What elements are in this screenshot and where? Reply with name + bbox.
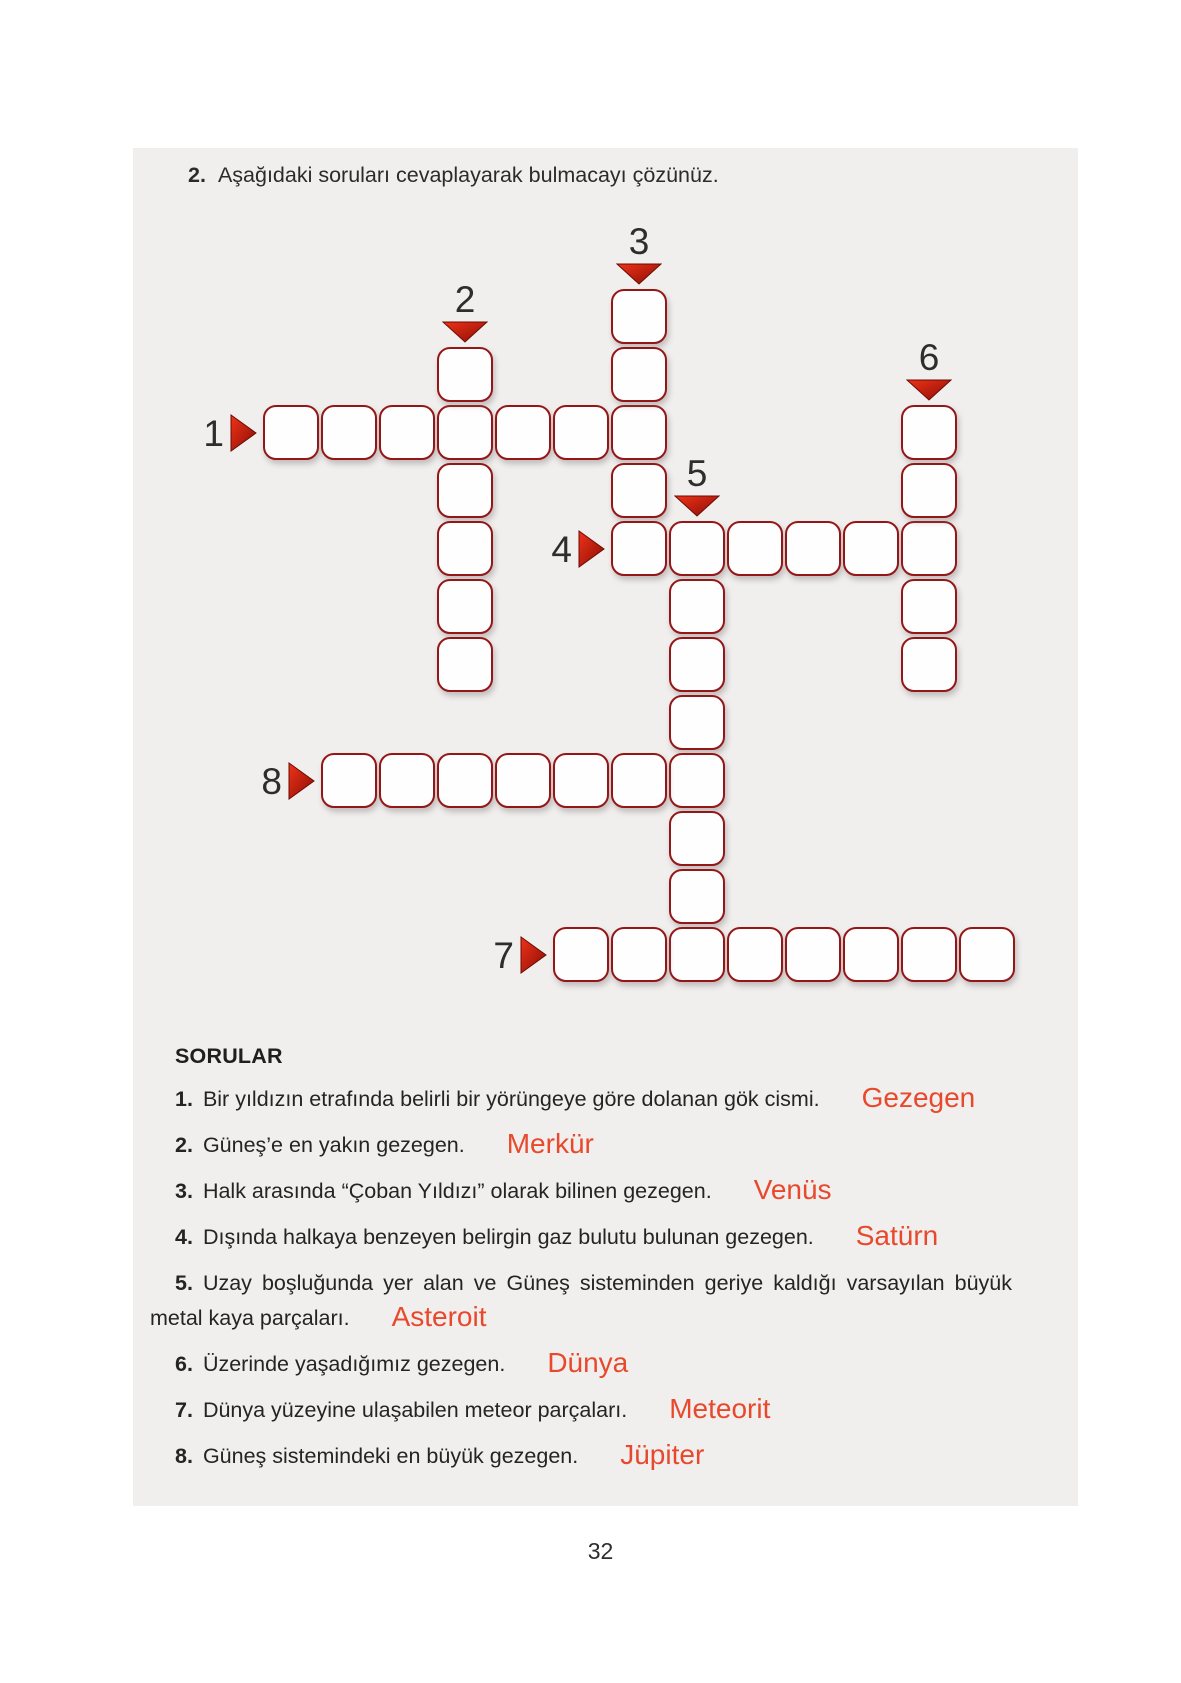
question-number: 7. — [175, 1398, 193, 1422]
crossword-cell[interactable] — [437, 347, 493, 402]
clue-number: 3 — [628, 221, 650, 262]
question-number: 4. — [175, 1225, 193, 1249]
crossword-cell[interactable] — [901, 579, 957, 634]
question-item — [150, 1082, 1012, 1117]
crossword-cell[interactable] — [669, 869, 725, 924]
right-arrow-icon — [520, 935, 547, 975]
crossword-cell[interactable] — [669, 695, 725, 750]
crossword-cell[interactable] — [611, 463, 667, 518]
crossword-cell[interactable] — [437, 753, 493, 808]
answer-text: Satürn — [855, 1220, 939, 1251]
answer-text: Dünya — [547, 1347, 629, 1378]
question-item — [150, 1128, 1012, 1163]
crossword-cell[interactable] — [669, 637, 725, 692]
crossword-cell[interactable] — [669, 753, 725, 808]
question-text: Bir yıldızın etrafında belirli bir yörüngeye göre dolanan gök cismi. — [202, 1087, 820, 1111]
crossword-cell[interactable] — [901, 927, 957, 982]
crossword-cell[interactable] — [611, 405, 667, 460]
question-item — [150, 1393, 1012, 1428]
crossword-cell[interactable] — [843, 927, 899, 982]
question-number: 3. — [175, 1179, 193, 1203]
crossword-cell[interactable] — [785, 521, 841, 576]
clue-number: 2 — [454, 279, 476, 320]
crossword-cell[interactable] — [437, 521, 493, 576]
crossword-cell[interactable] — [553, 753, 609, 808]
questions-list — [150, 1082, 1012, 1474]
down-arrow-icon — [906, 379, 952, 401]
clue-7-label — [433, 933, 547, 977]
clue-2-label — [415, 279, 515, 343]
question-item — [150, 1439, 1012, 1474]
right-arrow-icon — [578, 529, 605, 569]
clue-8-label — [201, 759, 315, 803]
clue-number: 5 — [686, 453, 708, 494]
crossword-cell[interactable] — [495, 753, 551, 808]
crossword-cell[interactable] — [785, 927, 841, 982]
down-arrow-icon — [616, 263, 662, 285]
right-arrow-icon — [288, 761, 315, 801]
answer-text: Jüpiter — [620, 1439, 705, 1470]
question-item — [150, 1347, 1012, 1382]
questions-section — [150, 1040, 1012, 1485]
crossword-cell[interactable] — [379, 753, 435, 808]
crossword-cell[interactable] — [669, 927, 725, 982]
crossword-cell[interactable] — [263, 405, 319, 460]
crossword-cell[interactable] — [611, 927, 667, 982]
clue-number: 6 — [918, 337, 940, 378]
answer-text: Merkür — [506, 1128, 594, 1159]
crossword-cell[interactable] — [495, 405, 551, 460]
answer-text: Venüs — [753, 1174, 832, 1205]
crossword-cell[interactable] — [321, 753, 377, 808]
crossword-cell[interactable] — [321, 405, 377, 460]
crossword-cell[interactable] — [959, 927, 1015, 982]
answer-text: Meteorit — [669, 1393, 771, 1424]
instruction-number: 2. — [188, 163, 206, 187]
clue-number: 4 — [551, 528, 572, 570]
answer-text: Asteroit — [391, 1301, 487, 1332]
crossword-cell[interactable] — [437, 405, 493, 460]
crossword-cell[interactable] — [669, 811, 725, 866]
crossword-cell[interactable] — [437, 579, 493, 634]
answer-text: Gezegen — [861, 1082, 976, 1113]
crossword-cell[interactable] — [901, 637, 957, 692]
crossword-cell[interactable] — [669, 521, 725, 576]
crossword-cell[interactable] — [669, 579, 725, 634]
clue-3-label — [589, 221, 689, 285]
question-number: 2. — [175, 1133, 193, 1157]
crossword-cell[interactable] — [611, 521, 667, 576]
question-item — [150, 1174, 1012, 1209]
clue-1-label — [143, 411, 257, 455]
instruction-text: Aşağıdaki soruları cevaplayarak bulmacayı çözünüz. — [217, 163, 719, 187]
crossword-cell[interactable] — [727, 927, 783, 982]
crossword-cell[interactable] — [843, 521, 899, 576]
crossword-cell[interactable] — [727, 521, 783, 576]
crossword-cell[interactable] — [611, 347, 667, 402]
questions-heading: SORULAR — [175, 1044, 283, 1068]
clue-6-label — [879, 337, 979, 401]
crossword-cell[interactable] — [379, 405, 435, 460]
question-text: Güneş sistemindeki en büyük gezegen. — [202, 1444, 579, 1468]
question-number: 5. — [175, 1271, 193, 1295]
question-number: 6. — [175, 1352, 193, 1376]
crossword-cell[interactable] — [901, 463, 957, 518]
crossword-cell[interactable] — [611, 753, 667, 808]
crossword-cell[interactable] — [901, 405, 957, 460]
clue-4-label — [491, 527, 605, 571]
question-text: Dışında halkaya benzeyen belirgin gaz bulutu bulunan gezegen. — [202, 1225, 814, 1249]
question-text: Dünya yüzeyine ulaşabilen meteor parçaları. — [202, 1398, 628, 1422]
question-number: 1. — [175, 1087, 193, 1111]
question-item — [150, 1220, 1012, 1255]
clue-number: 1 — [203, 412, 224, 454]
clue-number: 7 — [493, 934, 514, 976]
question-number: 8. — [175, 1444, 193, 1468]
clue-number: 8 — [261, 760, 282, 802]
crossword-cell[interactable] — [901, 521, 957, 576]
crossword-cell[interactable] — [437, 637, 493, 692]
question-text: Güneş’e en yakın gezegen. — [202, 1133, 465, 1157]
question-text: Üzerinde yaşadığımız gezegen. — [202, 1352, 506, 1376]
down-arrow-icon — [442, 321, 488, 343]
question-text: Uzay boşluğunda yer alan ve Güneş sisteminden geriye kaldığı varsayılan büyük metal kaya parçaları. — [150, 1271, 1012, 1330]
crossword-cell[interactable] — [553, 405, 609, 460]
page-number: 32 — [587, 1538, 614, 1564]
crossword-cell[interactable] — [437, 463, 493, 518]
crossword-cell[interactable] — [611, 289, 667, 344]
question-item — [150, 1266, 1012, 1336]
question-text: Halk arasında “Çoban Yıldızı” olarak bilinen gezegen. — [202, 1179, 712, 1203]
crossword-cell[interactable] — [553, 927, 609, 982]
down-arrow-icon — [674, 495, 720, 517]
right-arrow-icon — [230, 413, 257, 453]
